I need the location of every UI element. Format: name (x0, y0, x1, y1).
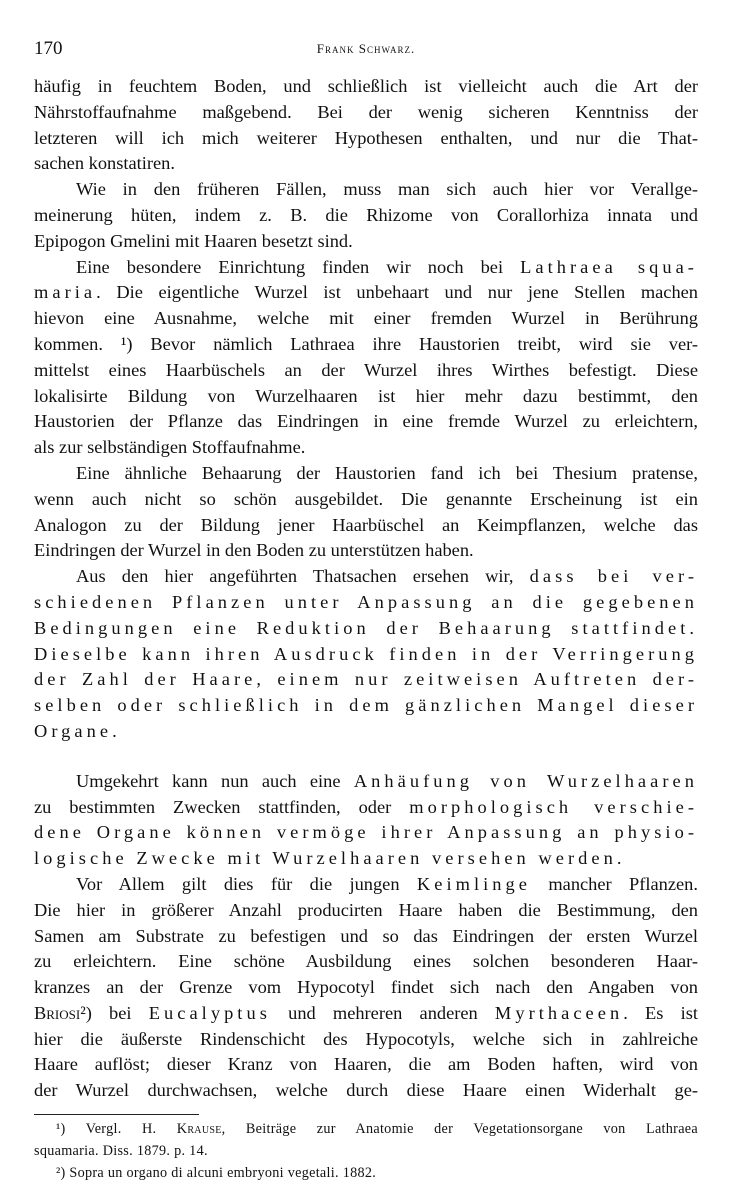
author-name: Krause (176, 1121, 222, 1137)
spaced-term: dass bei ver- (529, 566, 698, 587)
text-line: Nährstoffaufnahme maßgebend. Bei der wenig sicheren Kenntniss der (34, 101, 698, 122)
text-line (34, 564, 698, 590)
text-line: sachen konstatiren. (34, 153, 175, 174)
text-line (34, 769, 698, 795)
text-line (34, 255, 698, 281)
text-line: Haare auflöst; dieser Kranz von Haaren, die am Boden haften, wird von (34, 1054, 698, 1075)
text-run: . Die eigentliche Wurzel ist unbehaart und nur jene Stellen machen (96, 282, 698, 303)
text-line (34, 280, 698, 306)
text-line: Wie in den früheren Fällen, muss man sich auch hier vor Verallge- (76, 179, 698, 200)
text-line: schiedenen Pflanzen unter Anpassung an die gegebenen (34, 591, 698, 612)
text-line (34, 795, 698, 821)
paragraph-7 (34, 872, 698, 1104)
text-line: der Zahl der Haare, einem nur zeitweisen Auftreten der- (34, 669, 698, 690)
spaced-term: maria (34, 282, 97, 303)
running-head: Frank Schwarz. (316, 41, 416, 56)
text-line: kranzes an der Grenze vom Hypocotyl findet sich nach den Angaben von (34, 977, 698, 998)
spaced-term: Myrthaceen (494, 1002, 624, 1023)
text-line (34, 1001, 698, 1027)
footnotes (34, 1118, 698, 1184)
text-run: mancher Pflanzen. (530, 873, 698, 894)
paragraph-6 (34, 769, 698, 872)
text-line: Dieselbe kann ihren Ausdruck finden in der Verringerung (34, 643, 698, 664)
text-line: kommen. ¹) Bevor nämlich Lathraea ihre Haustorien treibt, wird sie ver- (34, 333, 698, 354)
text-run: Umgekehrt kann nun auch eine (76, 770, 341, 791)
text-line: Samen am Substrate zu befestigen und so das Eindringen der ersten Wurzel (34, 925, 698, 946)
text-line: Analogon zu der Bildung jener Haarbüschel an Keimpflanzen, welche das (34, 514, 698, 535)
text-line: Eine ähnliche Behaarung der Haustorien fand ich bei Thesium pratense, (76, 462, 698, 483)
text-line: Bedingungen eine Reduktion der Behaarung stattfindet. (34, 617, 698, 638)
text-line: hier die äußerste Rindenschicht des Hypocotyls, welche sich in zahlreiche (34, 1028, 698, 1049)
text-line: häufig in feuchtem Boden, und schließlich ist vielleicht auch die Art der (34, 76, 698, 96)
text-line: Haustorien der Pflanze das Eindringen in eine fremde Wurzel zu erleichtern, (34, 411, 698, 432)
footnote-1 (34, 1118, 698, 1140)
text-line: selben oder schließlich in dem gänzlichen Mangel dieser (34, 695, 698, 716)
text-run: zu bestimmten Zwecken stattfinden, oder (34, 796, 392, 817)
text-run: Eine besondere Einrichtung finden wir noch bei (76, 256, 504, 277)
spaced-term: Keimlinge (416, 873, 531, 894)
text-line: Organe. (34, 720, 121, 741)
text-line: meinerung hüten, indem z. B. die Rhizome von Corallorhiza innata und (34, 204, 698, 225)
page-number: 170 (34, 38, 63, 59)
paragraph-5 (34, 564, 698, 745)
footnote-rule (34, 1114, 199, 1115)
text-line (34, 872, 698, 898)
text-run: Vor Allem gilt dies für die jungen (76, 873, 400, 894)
text-line: als zur selbständigen Stoffaufnahme. (34, 437, 306, 458)
text-line: Epipogon Gmelini mit Haaren besetzt sind. (34, 230, 353, 251)
spaced-term: morphologisch verschie- (409, 796, 698, 817)
paragraph-2 (34, 177, 698, 254)
text-run: und mehreren anderen (270, 1002, 495, 1023)
paragraph-4 (34, 461, 698, 564)
text-line: letzteren will ich mich weiterer Hypothesen enthalten, und nur die That- (34, 127, 698, 148)
text-run: . Es ist (623, 1002, 698, 1023)
spaced-term: Lathraea squa- (520, 256, 698, 277)
spaced-term: Anhäufung von Wurzelhaaren (353, 770, 698, 791)
paragraph-1 (34, 74, 698, 177)
text-run: ¹) Vergl. H. (56, 1121, 177, 1137)
paragraph-gap (34, 745, 698, 769)
page-header (34, 38, 698, 62)
text-line: lokalisirte Bildung von Wurzelhaaren ist hier mehr dazu bestimmt, den (34, 385, 698, 406)
spaced-term: Eucalyptus (148, 1002, 271, 1023)
text-run: , Beiträge zur Anatomie der Vegetationsorgane von Lathraea (221, 1121, 698, 1137)
footnote-2: ²) Sopra un organo di alcuni embryoni vegetali. 1882. (56, 1165, 377, 1181)
text-run: ²) bei (80, 1002, 149, 1023)
footnote-1-continued: squamaria. Diss. 1879. p. 14. (34, 1143, 208, 1159)
text-line: Eindringen der Wurzel in den Boden zu unterstützen haben. (34, 540, 474, 561)
text-line: zu erleichtern. Eine schöne Ausbildung eines solchen besonderen Haar- (34, 951, 698, 972)
text-line: Die hier in größerer Anzahl producirten Haare haben die Bestimmung, den (34, 899, 698, 920)
text-line: mittelst eines Haarbüschels an der Wurzel ihres Wirthes befestigt. Diese (34, 359, 698, 380)
text-line: dene Organe können vermöge ihrer Anpassung an physio- (34, 822, 698, 843)
text-line: der Wurzel durchwachsen, welche durch diese Haare einen Widerhalt ge- (34, 1080, 698, 1101)
author-name: Briosi (34, 1002, 81, 1023)
text-run: Aus den hier angeführten Thatsachen ersehen wir, (76, 566, 514, 587)
paragraph-3 (34, 255, 698, 461)
text-line: logische Zwecke mit Wurzelhaaren versehen werden. (34, 848, 626, 869)
body-text (34, 74, 698, 1104)
text-line: hievon eine Ausnahme, welche mit einer fremden Wurzel in Berührung (34, 308, 698, 329)
text-line: wenn auch nicht so schön ausgebildet. Die genannte Erscheinung ist ein (34, 488, 698, 509)
